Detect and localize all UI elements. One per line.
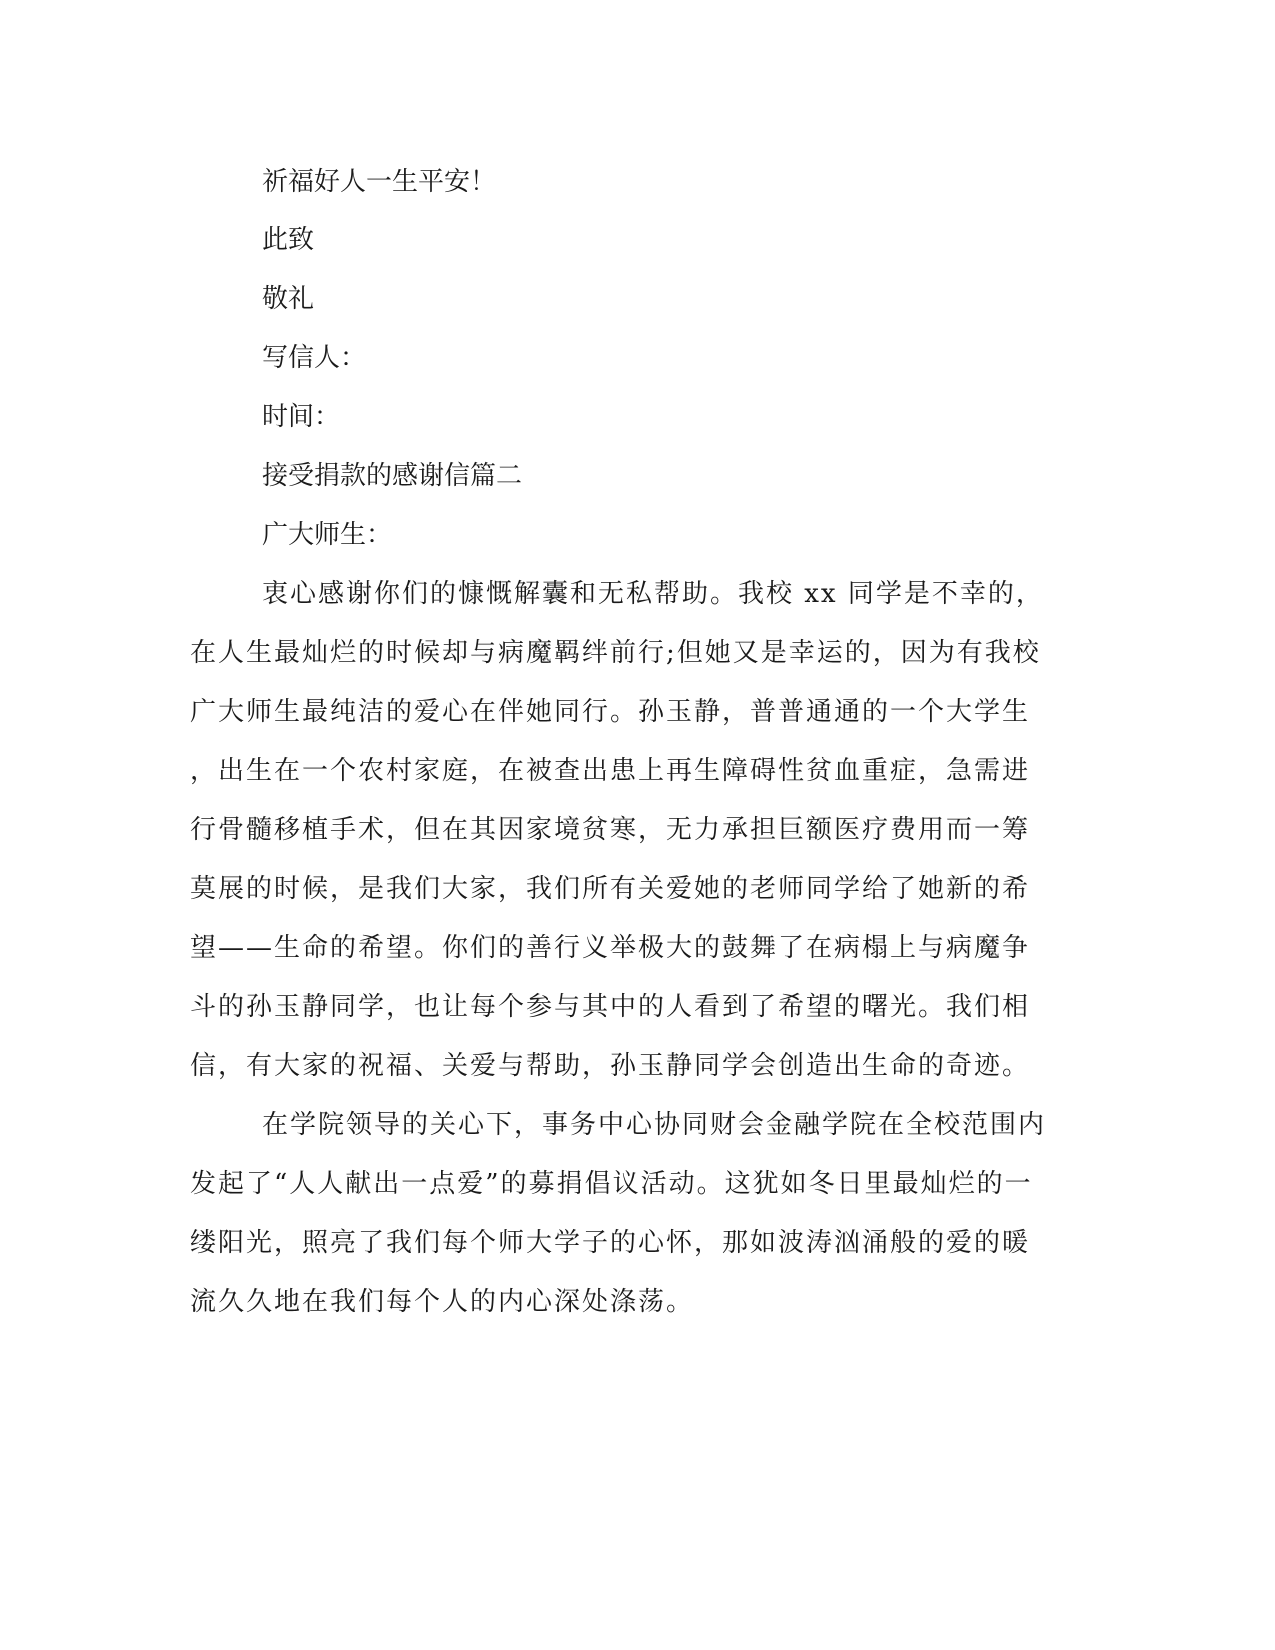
paragraph-line: 在学院领导的关心下，事务中心协同财会金融学院在全校范围内 [262, 1110, 1047, 1140]
writer-label: 写信人： [262, 343, 367, 373]
paragraph-line: 望——生命的希望。你们的善行义举极大的鼓舞了在病榻上与病魔争 [190, 933, 1031, 963]
closing-salutation-1: 此致 [262, 225, 315, 255]
paragraph-line: ，出生在一个农村家庭，在被查出患上再生障碍性贫血重症，急需进 [190, 756, 1031, 786]
paragraph-line: 发起了“人人献出一点爱”的募捐倡议活动。这犹如冬日里最灿烂的一 [190, 1169, 1033, 1199]
addressee: 广大师生： [262, 520, 393, 550]
paragraph-line: 缕阳光，照亮了我们每个师大学子的心怀，那如波涛汹涌般的爱的暖 [190, 1228, 1031, 1258]
paragraph-line: 在人生最灿烂的时候却与病魔羁绊前行;但她又是幸运的，因为有我校 [190, 638, 1041, 668]
paragraph-line: 衷心感谢你们的慷慨解囊和无私帮助。我校 xx 同学是不幸的， [262, 579, 1044, 609]
paragraph-line: 斗的孙玉静同学，也让每个参与其中的人看到了希望的曙光。我们相 [190, 992, 1031, 1022]
paragraph-line: 行骨髓移植手术，但在其因家境贫寒，无力承担巨额医疗费用而一筹 [190, 815, 1031, 845]
closing-blessing: 祈福好人一生平安！ [262, 167, 497, 197]
paragraph-line: 莫展的时候，是我们大家，我们所有关爱她的老师同学给了她新的希 [190, 874, 1031, 904]
paragraph-line: 广大师生最纯洁的爱心在伴她同行。孙玉静，普普通通的一个大学生 [190, 697, 1031, 727]
paragraph-line: 信，有大家的祝福、关爱与帮助，孙玉静同学会创造出生命的奇迹。 [190, 1051, 1031, 1081]
paragraph-line: 流久久地在我们每个人的内心深处涤荡。 [190, 1287, 695, 1317]
section-heading: 接受捐款的感谢信篇二 [262, 461, 523, 491]
date-label: 时间： [262, 402, 341, 432]
closing-salutation-2: 敬礼 [262, 284, 315, 314]
